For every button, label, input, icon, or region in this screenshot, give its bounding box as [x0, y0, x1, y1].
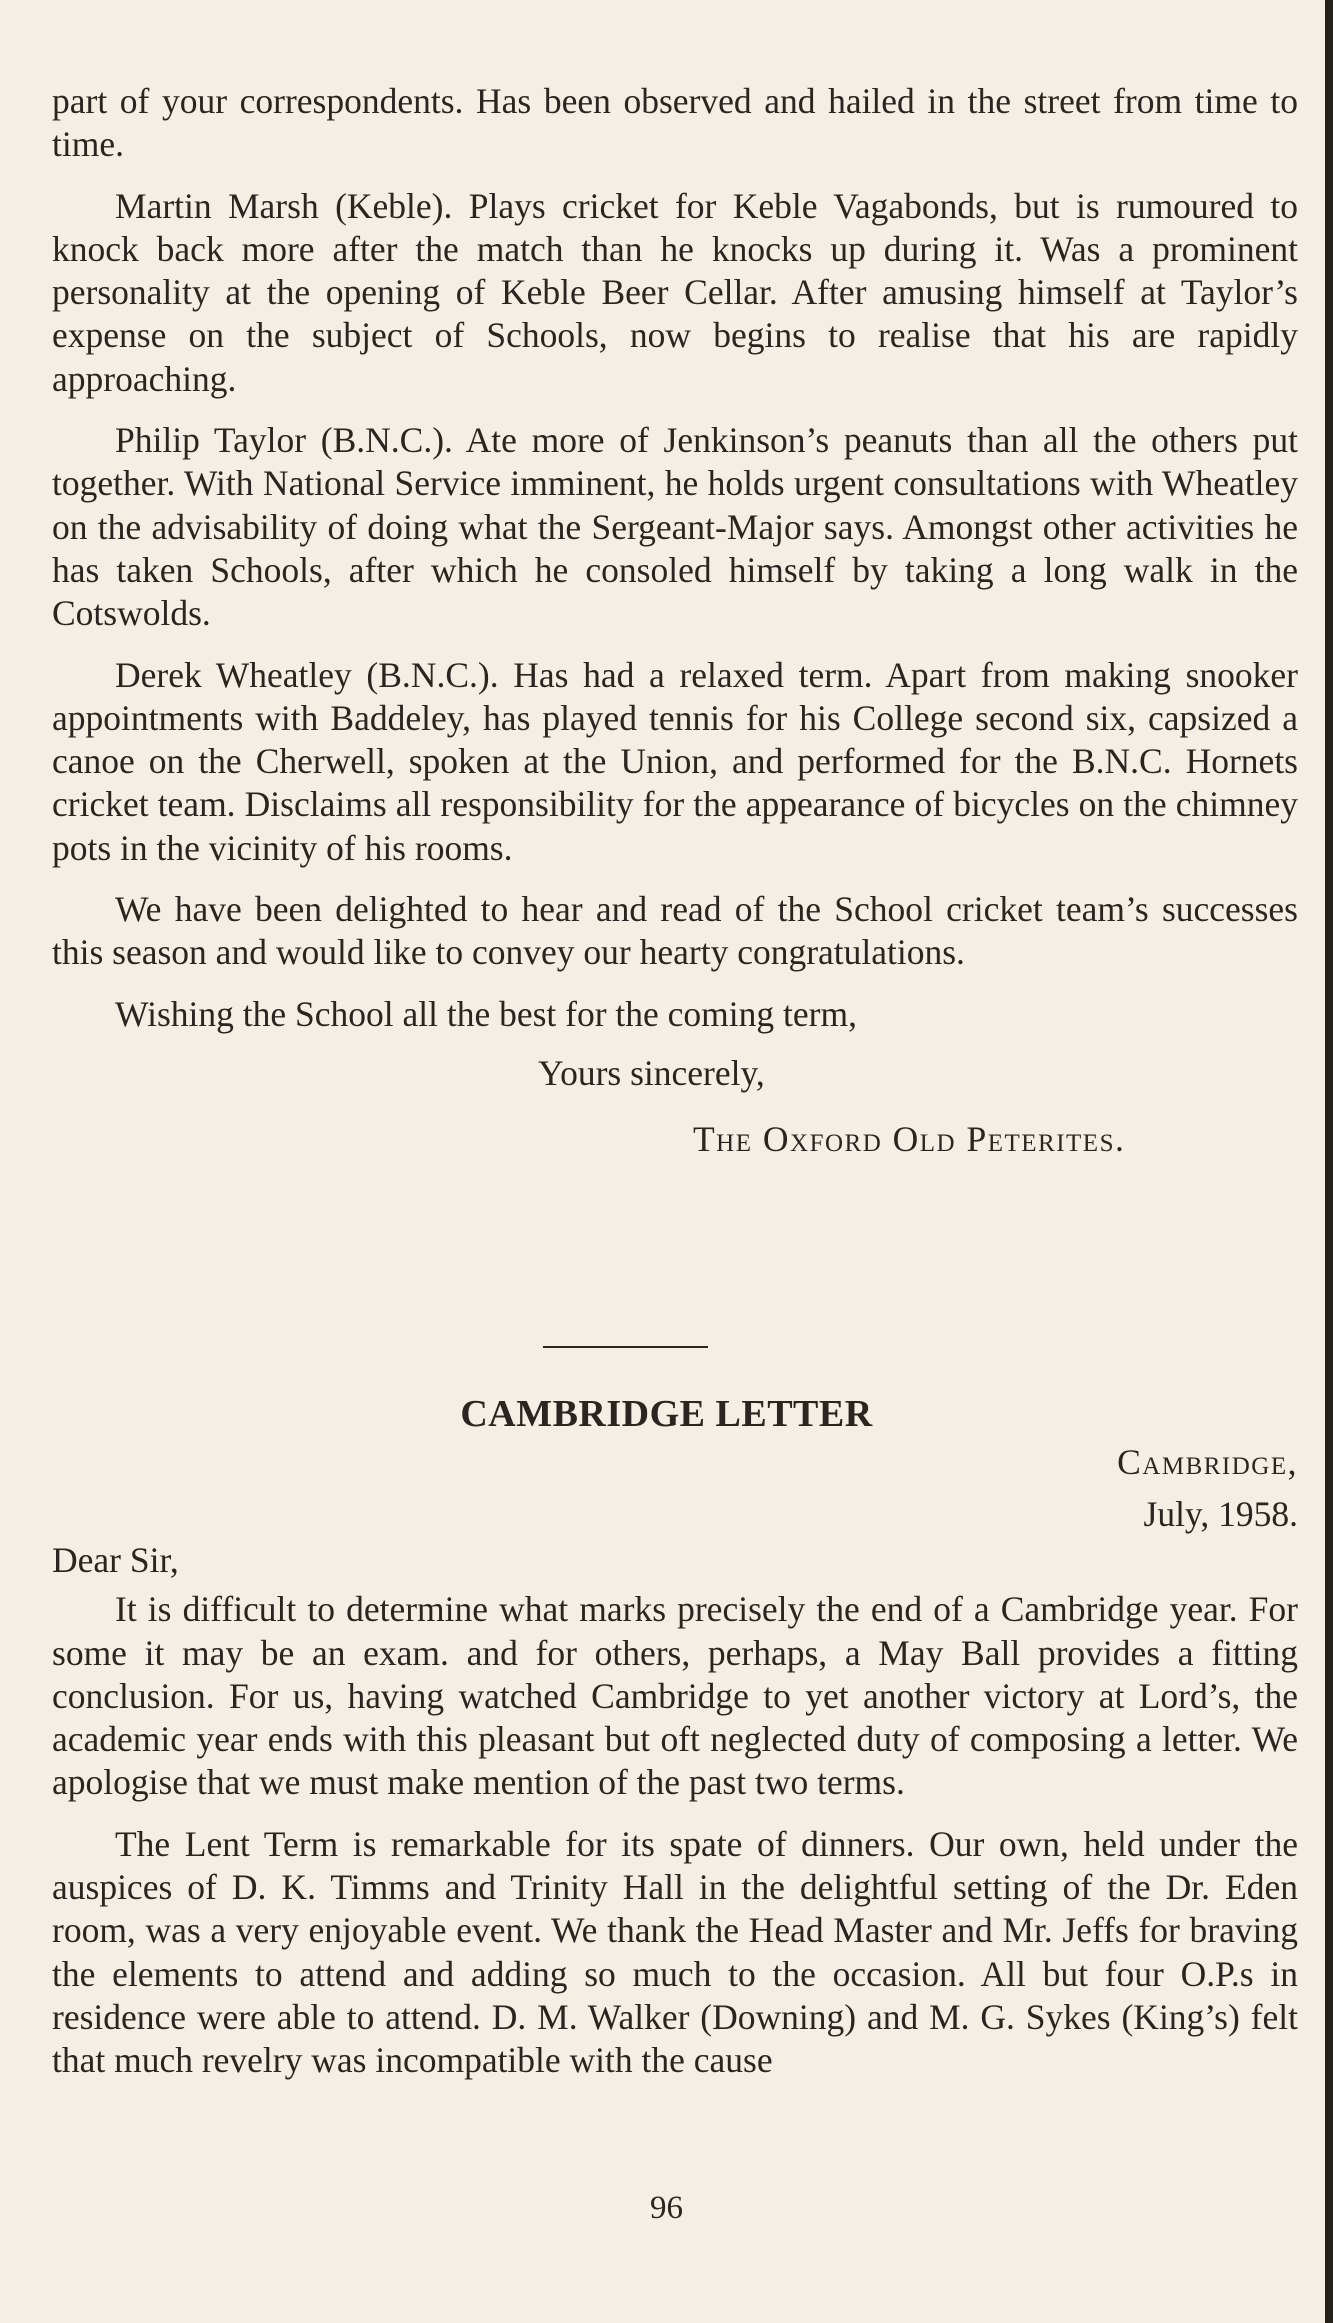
paragraph-continued: part of your correspondents. Has been observed and hailed in the street from time to time. — [52, 81, 1298, 165]
page-number: 96 — [650, 2190, 683, 2226]
section-title: CAMBRIDGE LETTER — [460, 1393, 873, 1435]
letter-closing — [52, 1052, 1298, 1228]
salutation: Dear Sir, — [52, 1540, 179, 1580]
paragraph-cambridge-1: It is difficult to determine what marks precisely the end of a Cambridge year. For some it may be an exam. and for others, perhaps, a May Ball provides a fitting conclusion. For us, having watched Cambridge to yet another victory at Lord’s, the academic year ends with this pleasant but oft neglected duty of composing a letter. We apologise that we must make mention of the past two terms. — [52, 1589, 1298, 1803]
signature-line: The Oxford Old Peterites. — [693, 1118, 1126, 1159]
letter-date: July, 1958. — [1143, 1494, 1298, 1534]
closing-line: Yours sincerely, — [538, 1052, 765, 1093]
oxford-letter-section — [52, 80, 1298, 1228]
paragraph-marsh: Martin Marsh (Keble). Plays cricket for Keble Vagabonds, but is rumoured to knock back more after the match than he knocks up during it. Was a prominent personality at the opening of Keble Beer Cellar. After amusing himself at Taylor’s expense on the subject of Schools, now begins to realise that his are rapidly approaching. — [52, 185, 1298, 399]
paragraph-cambridge-2: The Lent Term is remarkable for its spate of dinners. Our own, held under the auspices of D. K. Timms and Trinity Hall in the delightful setting of the Dr. Eden room, was a very enjoyable event. We thank the Head Master and Mr. Jeffs for braving the elements to attend and adding so much to the occasion. All but four O.P.s in residence were able to attend. D. M. Walker (Downing) and M. G. Sykes (King’s) felt that much revelry was incompatible with the cause — [52, 1823, 1298, 2081]
letter-place: Cambridge, — [1117, 1442, 1298, 1482]
paragraph-wishing: Wishing the School all the best for the coming term, — [115, 993, 857, 1034]
book-spine-edge — [1325, 0, 1333, 2323]
cambridge-letter-body — [52, 1539, 1298, 2083]
section-divider — [543, 1346, 708, 1348]
paragraph-wheatley: Derek Wheatley (B.N.C.). Has had a relaxed term. Apart from making snooker appointments with Baddeley, has played tennis for his College second six, capsized a canoe on the Cherwell, spoken at the Union, and performed for the B.N.C. Hornets cricket team. Disclaims all responsibility for the appearance of bicycles on the chimney pots in the vicinity of his rooms. — [52, 654, 1298, 868]
paragraph-taylor: Philip Taylor (B.N.C.). Ate more of Jenkinson’s peanuts than all the others put together. With National Service imminent, he holds urgent consultations with Wheatley on the advisability of doing what the Sergeant-Major says. Amongst other activities he has taken Schools, after which he consoled himself by taking a long walk in the Cotswolds. — [52, 420, 1298, 634]
paragraph-cricket: We have been delighted to hear and read of the School cricket team’s successes this season and would like to convey our hearty congratulations. — [52, 889, 1298, 973]
